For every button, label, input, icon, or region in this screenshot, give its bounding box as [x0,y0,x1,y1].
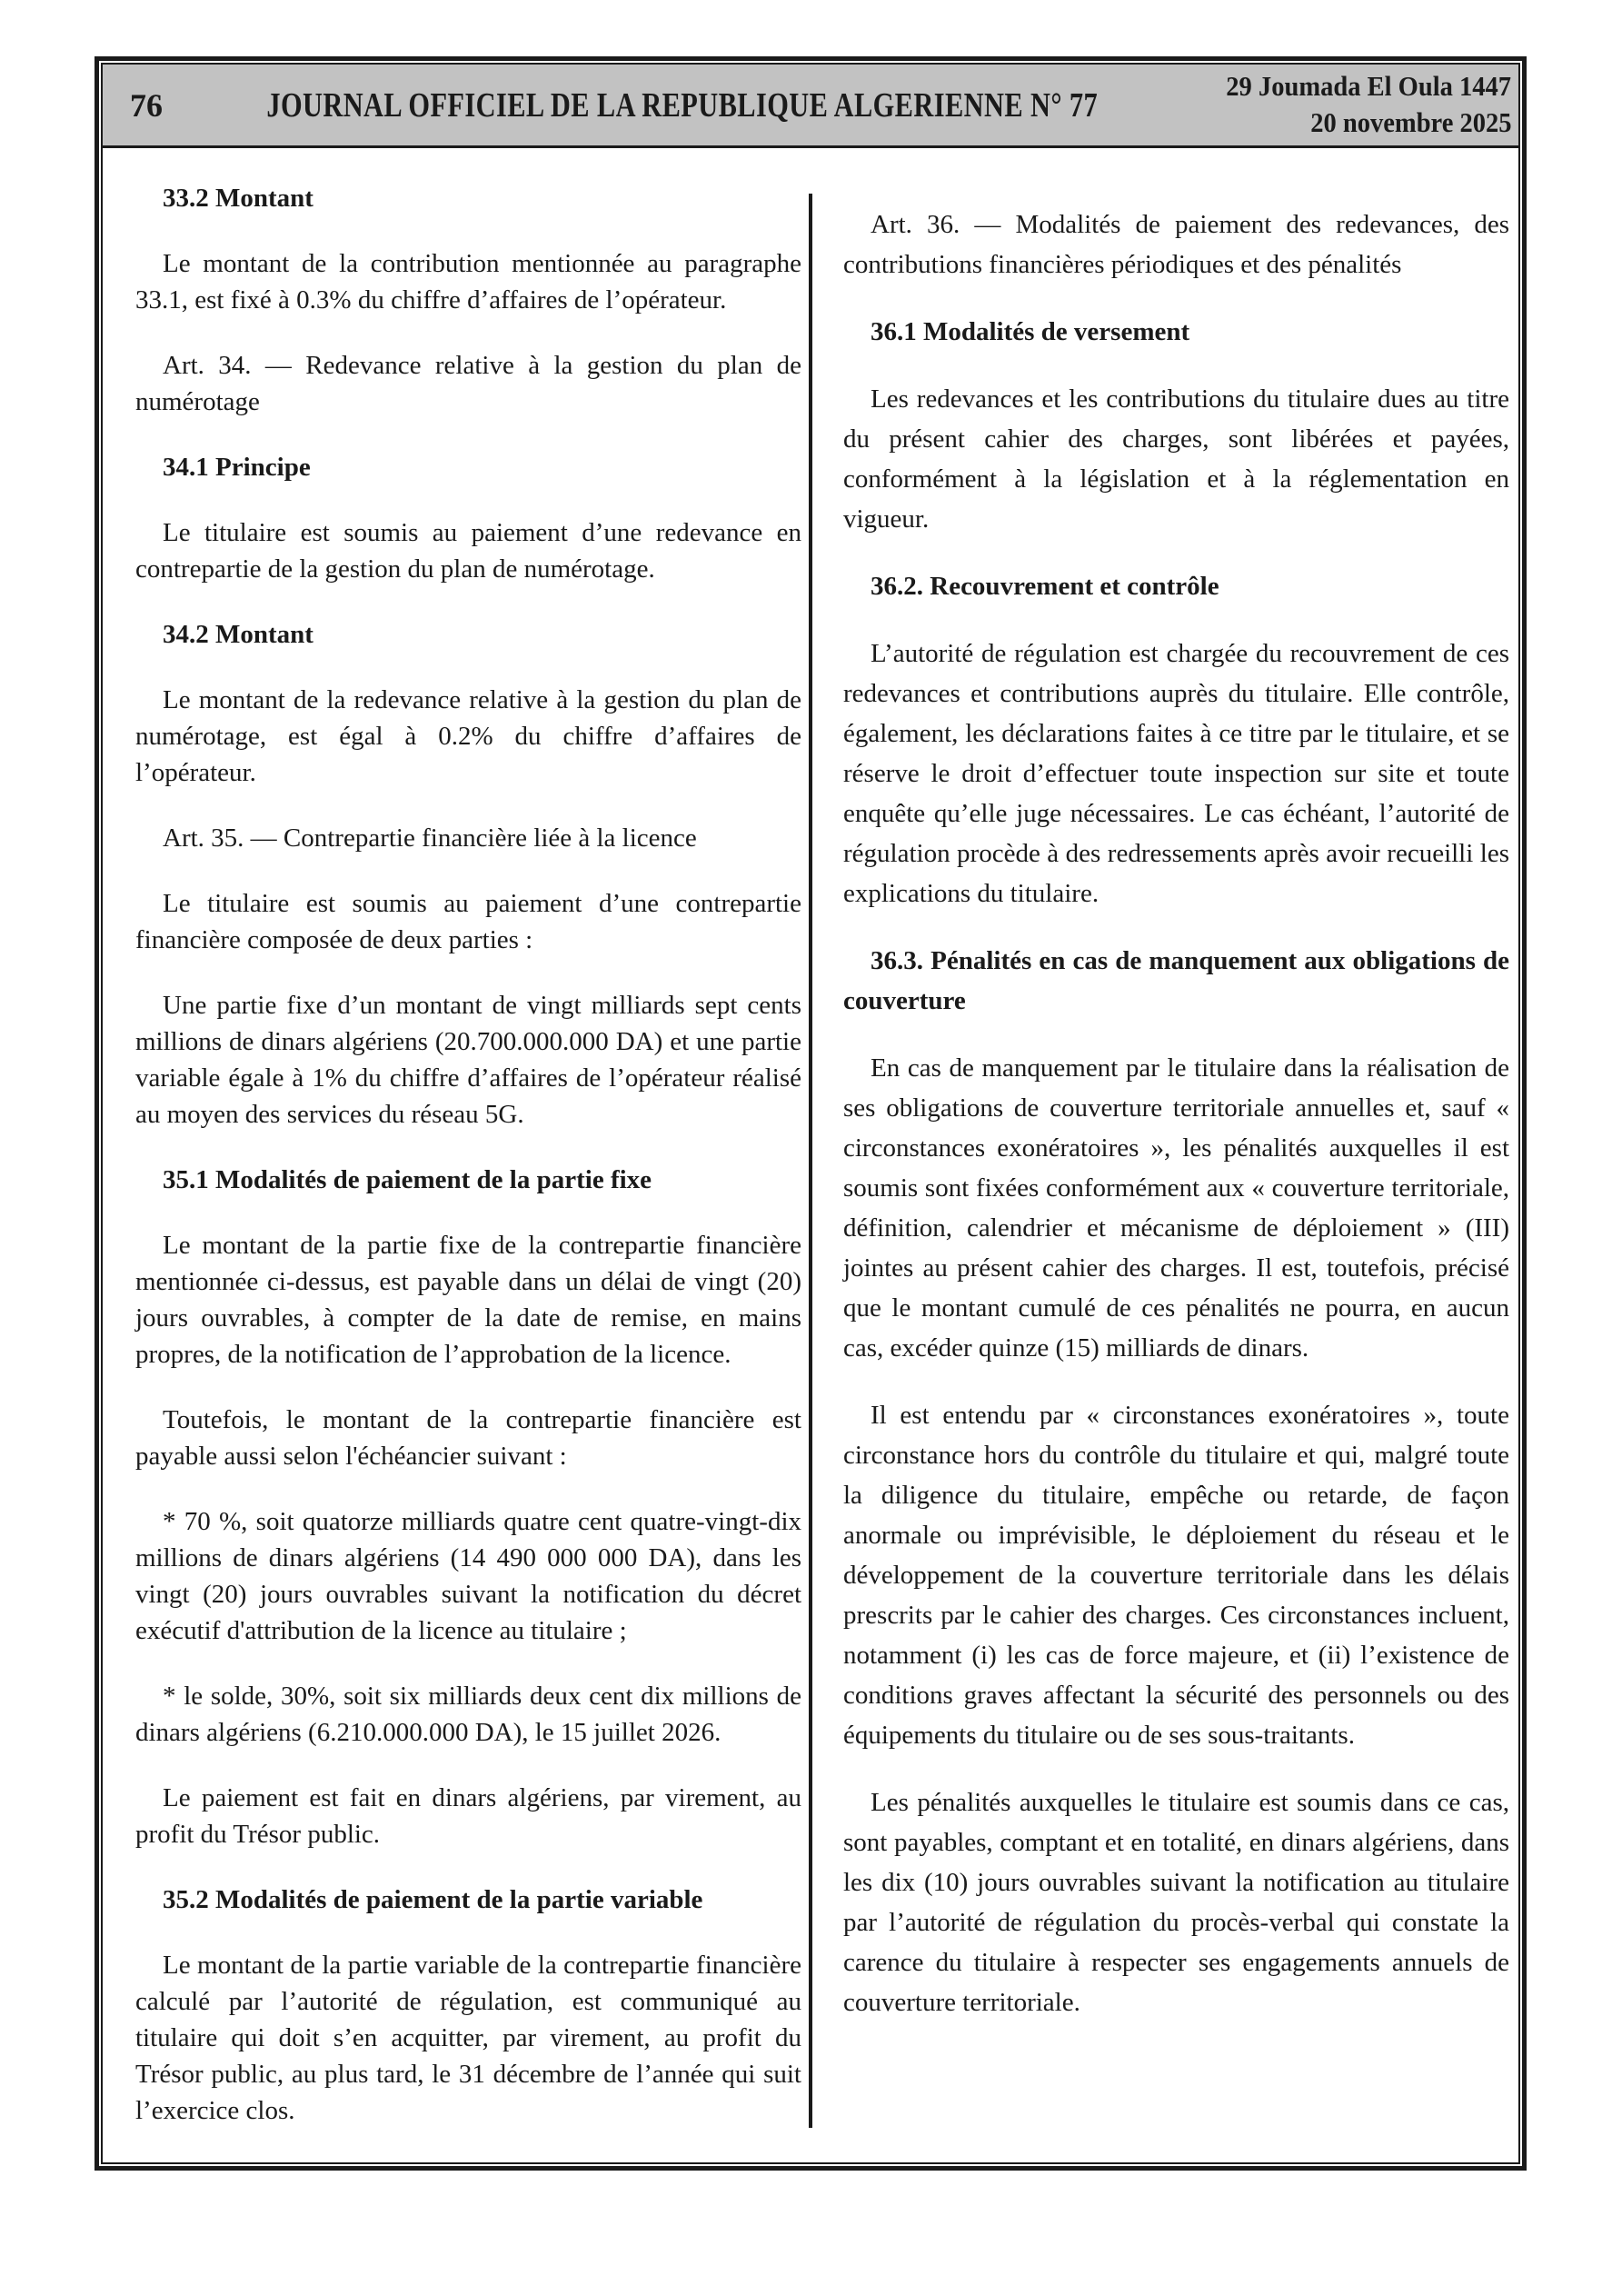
paragraph: Art. 36. — Modalités de paiement des redevances, des contributions financières périodiques et des pénalités [843,210,1509,279]
journal-title-wrap [163,65,1201,145]
paragraph: Une partie fixe d’un montant de vingt milliards sept cents millions de dinars algériens (20.700.000.000 DA) et une partie variable égale à 1% du chiffre d’affaires de l’opérateur réalisé au moyen des services du réseau 5G. [135,991,801,1129]
paragraph: Art. 35. — Contrepartie financière liée à la licence [163,824,697,853]
page-number: 76 [130,86,163,124]
section-heading: 36.1 Modalités de versement [871,317,1190,346]
date-hijri: 29 Joumada El Oula 1447 [1226,70,1512,102]
page-frame [95,56,1527,2171]
paragraph: Il est entendu par « circonstances exonératoires », toute circonstance hors du contrôle du titulaire et qui, malgré toute la diligence du titulaire, empêche ou retarde, de façon anormale ou imprévisible, le déploiement du réseau et le développement de la couverture territoriale dans les délais prescrits par le cahier des charges. Ces circonstances incluent, notamment (i) les cas de force majeure, et (ii) l’existence de conditions graves affectant la sécurité des personnels ou des équipements du titulaire ou de ses sous-traitants. [843,1401,1509,1750]
page-frame-inner [101,63,1520,2164]
paragraph: Les pénalités auxquelles le titulaire est soumis dans ce cas, sont payables, comptant et en totalité, en dinars algériens, dans les dix (10) jours ouvrables suivant la notification au titulaire par l’autorité de régulation du procès-verbal qui constate la carence du titulaire à respecter ses engagements annuels de couverture territoriale. [843,1788,1509,2017]
paragraph: Le titulaire est soumis au paiement d’une redevance en contrepartie de la gestion du plan de numérotage. [135,518,801,584]
paragraph: Toutefois, le montant de la contrepartie financière est payable aussi selon l'échéancier suivant : [135,1405,801,1471]
paragraph: En cas de manquement par le titulaire dans la réalisation de ses obligations de couverture territoriale annuelles et, sauf « circonstances exonératoires », les pénalités auxquelles il est soumis sont fixées conformément aux « couverture territoriale, définition, calendrier et mécanisme de déploiement » (III) jointes au présent cahier des charges. Il est, toutefois, précisé que le montant cumulé de ces pénalités ne pourra, en aucun cas, excéder quinze (15) milliards de dinars. [843,1053,1509,1363]
section-heading: 36.3. Pénalités en cas de manquement aux obligations de couverture [843,946,1509,1015]
paragraph: Le montant de la partie fixe de la contrepartie financière mentionnée ci-dessus, est payable dans un délai de vingt (20) jours ouvrables, à compter de la date de remise, en mains propres, de la notification de l’approbation de la licence. [135,1231,801,1369]
paragraph: Le paiement est fait en dinars algériens, par virement, au profit du Trésor public. [135,1783,801,1849]
paragraph: Le montant de la contribution mentionnée au paragraphe 33.1, est fixé à 0.3% du chiffre d’affaires de l’opérateur. [135,249,801,314]
paragraph: Art. 34. — Redevance relative à la gestion du plan de numérotage [135,351,801,416]
column-divider [809,194,812,2128]
paragraph: Les redevances et les contributions du titulaire dues au titre du présent cahier des charges, sont libérées et payées, conformément à la législation et à la réglementation en vigueur. [843,384,1509,534]
paragraph: * le solde, 30%, soit six milliards deux cent dix millions de dinars algériens (6.210.000.000 DA), le 15 juillet 2026. [135,1682,801,1747]
section-heading: 36.2. Recouvrement et contrôle [871,572,1219,601]
section-heading: 34.2 Montant [163,620,313,649]
column-right [843,205,1509,2022]
paragraph: Le montant de la partie variable de la contrepartie financière calculé par l’autorité de régulation, est communiqué au titulaire qui doit s’en acquitter, par virement, au profit du Trésor public, au plus tard, le 31 décembre de l’année qui suit l’exercice clos. [135,1951,801,2125]
section-heading: 35.1 Modalités de paiement de la partie fixe [163,1165,652,1194]
page-content [103,148,1518,2162]
section-heading: 35.2 Modalités de paiement de la partie variable [163,1885,703,1914]
issue-dates [1201,65,1511,145]
paragraph: Le montant de la redevance relative à la gestion du plan de numérotage, est égal à 0.2% du chiffre d’affaires de l’opérateur. [135,685,801,787]
journal-title: JOURNAL OFFICIEL DE LA REPUBLIQUE ALGERIENNE N° 77 [266,85,1099,125]
page-header [103,65,1518,148]
paragraph: * 70 %, soit quatorze milliards quatre cent quatre-vingt-dix millions de dinars algériens (14 490 000 000 DA), dans les vingt (20) jours ouvrables suivant la notification du décret exécutif d'attribution de la licence au titulaire ; [135,1507,801,1645]
column-left [135,180,801,2129]
paragraph: L’autorité de régulation est chargée du recouvrement de ces redevances et contributions auprès du titulaire. Elle contrôle, également, les déclarations faites à ce titre par le titulaire, et se réserve le droit d’effectuer toute inspection sur site et toute enquête qu’elle juge nécessaires. Le cas échéant, l’autorité de régulation procède à des redressements après avoir recueilli les explications du titulaire. [843,639,1509,908]
section-heading: 34.1 Principe [163,453,311,482]
date-gregorian: 20 novembre 2025 [1310,106,1512,138]
paragraph: Le titulaire est soumis au paiement d’une contrepartie financière composée de deux parties : [135,889,801,954]
section-heading: 33.2 Montant [163,184,313,213]
